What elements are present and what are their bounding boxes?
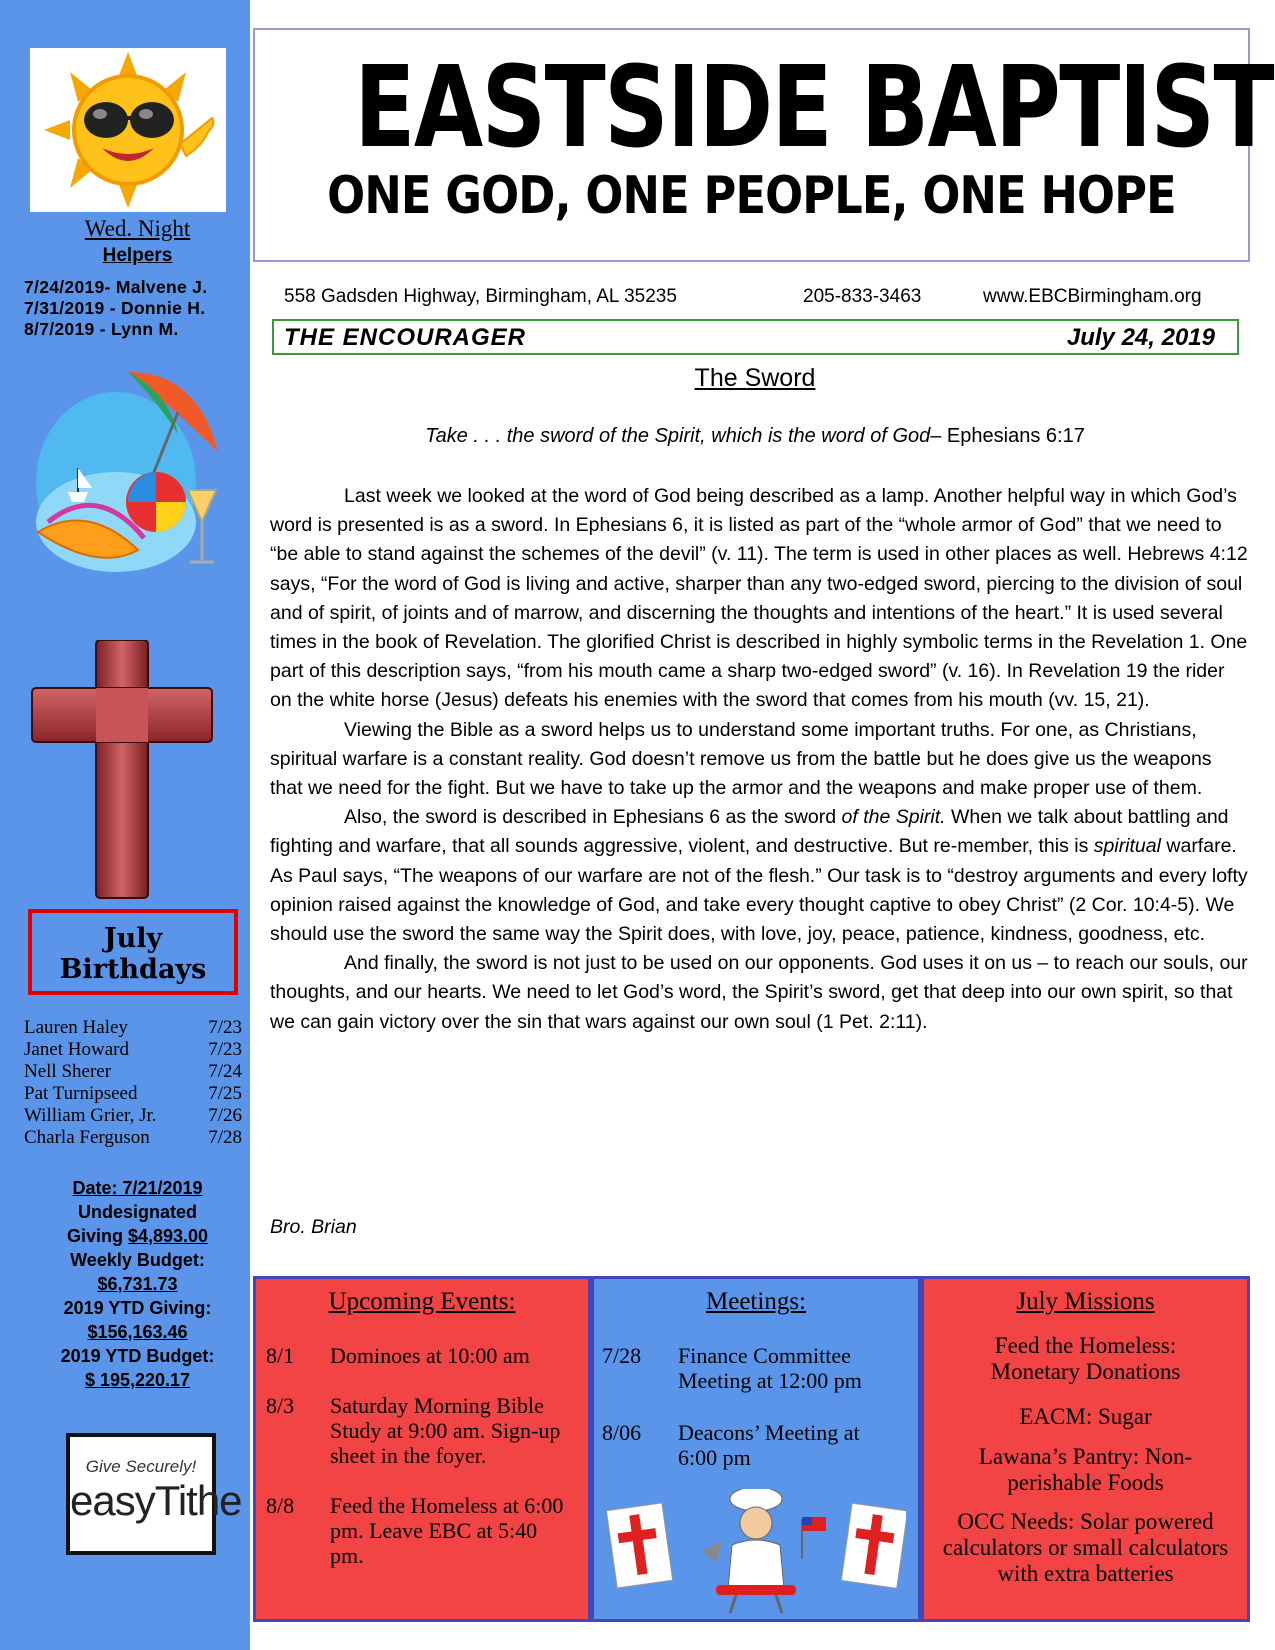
easytithe-logo[interactable] bbox=[66, 1433, 242, 1555]
birthday-row bbox=[24, 1105, 242, 1127]
birthday-row bbox=[24, 1061, 242, 1083]
helpers-title: Wed. Night bbox=[84, 216, 191, 241]
event-date: 8/8 bbox=[266, 1493, 295, 1518]
church-address: 558 Gadsden Highway, Birmingham, AL 35235 bbox=[284, 286, 677, 307]
missions-panel bbox=[921, 1276, 1250, 1622]
birthday-date: 7/25 bbox=[208, 1083, 242, 1104]
epigraph-quote: Take . . . the sword of the Spirit, which is the word of God bbox=[425, 425, 931, 447]
ytd-budget-value: $ 195,220.17 bbox=[84, 1370, 191, 1390]
finance-undesignated: Undesignated bbox=[77, 1202, 197, 1222]
event-date: 8/3 bbox=[266, 1393, 295, 1418]
epigraph-reference: – Ephesians 6:17 bbox=[930, 425, 1085, 447]
meetings-panel bbox=[591, 1276, 921, 1622]
article-paragraph: Last week we looked at the word of God being described as a lamp. Another helpful way in which God’s word is presented is as a sword. In Ephesians 6, it is listed as part of the “whole armor of God” that we need to “be able to stand against the schemes of the devil” (v. 11). The term is used in other places as well. Hebrews 4:12 says, “For the word of God is living and active, sharper than any two-edged sword, piercing to the division of soul and of spirit, of joints and of marrow, and discerning the thoughts and intentions of the heart.” It is used several times in the book of Revelation. The glorified Christ is described in highly symbolic terms in the Revelation 1. One part of this description says, “from his mouth came a sharp two-edged sword” (v. 16). In Revelation 19 the rider on the white horse (Jesus) defeats his enemies with the sword that comes from his mouth (vv. 15, 21). bbox=[270, 485, 1248, 712]
church-website[interactable]: www.EBCBirmingham.org bbox=[983, 286, 1202, 307]
giving-label: Giving bbox=[66, 1226, 128, 1246]
event-text: Feed the Homeless at 6:00 pm. Leave EBC at 5:40 pm. bbox=[330, 1493, 564, 1568]
give-securely-text: Give Securely! bbox=[85, 1457, 197, 1476]
mission-item: EACM: Sugar bbox=[1019, 1404, 1152, 1429]
birthday-date: 7/23 bbox=[208, 1039, 242, 1060]
event-date: 8/1 bbox=[266, 1343, 295, 1368]
birthday-date: 7/28 bbox=[208, 1127, 242, 1148]
mission-item: OCC Needs: Solar powered calculators or small calculators with extra batteries bbox=[942, 1509, 1229, 1586]
finance-date: Date: 7/21/2019 bbox=[72, 1178, 203, 1198]
helpers-subtitle: Helpers bbox=[102, 245, 173, 266]
article-paragraph: Viewing the Bible as a sword helps us to understand some important truths. For one, as Christians, spiritual warfare is a constant reality. God doesn’t remove us from the battle but he does give us the weapons that we need for the fight. But we have to take up the armor and the weapons and make proper use of them. bbox=[270, 718, 1212, 800]
meeting-date: 8/06 bbox=[602, 1420, 642, 1445]
birthday-row bbox=[24, 1017, 242, 1039]
church-name: EASTSIDE BAPTIST bbox=[354, 43, 1273, 173]
giving-value: $4,893.00 bbox=[127, 1226, 209, 1246]
article-title: The Sword bbox=[694, 364, 816, 392]
article-paragraph bbox=[270, 803, 1248, 949]
paragraph-emphasis: of the Spirit. bbox=[841, 806, 946, 829]
church-motto: ONE GOD, ONE PEOPLE, ONE HOPE bbox=[327, 166, 1176, 226]
newsletter-bar bbox=[272, 319, 1239, 355]
ytd-giving-value: $156,163.46 bbox=[87, 1322, 188, 1342]
birthday-date: 7/24 bbox=[208, 1061, 242, 1082]
article-body bbox=[270, 482, 1248, 1037]
upcoming-events-panel bbox=[253, 1276, 591, 1622]
beach-clipart-icon bbox=[28, 372, 238, 590]
event-text: Dominoes at 10:00 am bbox=[330, 1343, 530, 1368]
sidebar bbox=[0, 0, 250, 1650]
newsletter-name: THE ENCOURAGER bbox=[284, 324, 527, 351]
article-epigraph bbox=[270, 425, 1240, 448]
helper-entry: 7/24/2019- Malvene J. bbox=[24, 277, 208, 297]
meeting-text: Deacons’ Meeting at 6:00 pm bbox=[678, 1420, 860, 1470]
event-text: Saturday Morning Bible Study at 9:00 am. Sign-up sheet in the foyer. bbox=[330, 1393, 561, 1468]
finance-giving bbox=[0, 1226, 275, 1247]
mission-item: Feed the Homeless: Monetary Donations bbox=[990, 1333, 1181, 1384]
helper-entry: 8/7/2019 - Lynn M. bbox=[24, 319, 179, 339]
paragraph-emphasis: spiritual bbox=[1093, 835, 1161, 858]
newsletter-date: July 24, 2019 bbox=[1066, 324, 1215, 351]
paragraph-text: warfare. As Paul says, “The weapons of our warfare are not of the flesh.” Our task is to “destroy arguments and every lofty opinion raised against the knowledge of God, and take every thought captive to obey Christ” (2 Cor. 10:4-5). We should use the sword the same way the Spirit does, with love, joy, peace, patience, kindness, goodness, etc. bbox=[270, 835, 1248, 946]
budget-value: $6,731.73 bbox=[97, 1274, 178, 1294]
budget-label: Weekly Budget: bbox=[70, 1250, 205, 1270]
events-title: Upcoming Events: bbox=[328, 1288, 516, 1315]
cross-icon bbox=[30, 640, 215, 900]
birthday-name: Lauren Haley bbox=[24, 1017, 128, 1038]
masthead bbox=[253, 28, 1273, 262]
birthday-name: Nell Sherer bbox=[24, 1061, 112, 1082]
article-signature: Bro. Brian bbox=[270, 1216, 357, 1238]
meetings-title: Meetings: bbox=[706, 1288, 806, 1315]
birthday-row bbox=[24, 1083, 242, 1105]
church-phone: 205-833-3463 bbox=[803, 286, 922, 307]
birthday-name: William Grier, Jr. bbox=[24, 1105, 157, 1126]
mission-item: Lawana’s Pantry: Non-perishable Foods bbox=[978, 1444, 1193, 1495]
meeting-text: Finance Committee Meeting at 12:00 pm bbox=[678, 1343, 862, 1393]
birthdays-title-line2: Birthdays bbox=[59, 954, 207, 985]
helper-entry: 7/31/2019 - Donnie H. bbox=[24, 298, 206, 318]
birthday-date: 7/26 bbox=[208, 1105, 242, 1126]
birthday-name: Janet Howard bbox=[24, 1039, 129, 1060]
missions-title: July Missions bbox=[1016, 1288, 1155, 1315]
ytd-budget-label: 2019 YTD Budget: bbox=[60, 1346, 215, 1366]
meeting-date: 7/28 bbox=[602, 1343, 642, 1368]
paragraph-text: When we talk about battling and fighting and warfare, that all sounds aggressive, violent, and destructive. But re-member, this is bbox=[270, 806, 1229, 858]
easytithe-text: easyTithe bbox=[70, 1477, 242, 1524]
sun-icon bbox=[30, 48, 226, 212]
paragraph-text: Also, the sword is described in Ephesians 6 as the sword bbox=[344, 806, 842, 829]
chef-clipart-icon bbox=[606, 1489, 906, 1615]
ytd-giving-label: 2019 YTD Giving: bbox=[63, 1298, 212, 1318]
birthday-row bbox=[24, 1039, 242, 1061]
birthdays-title-line1: July bbox=[103, 923, 163, 954]
birthday-date: 7/23 bbox=[208, 1017, 242, 1038]
birthday-name: Pat Turnipseed bbox=[24, 1083, 138, 1104]
birthday-name: Charla Ferguson bbox=[24, 1127, 150, 1148]
article-paragraph: And finally, the sword is not just to be used on our opponents. God uses it on us – to reach our souls, our thoughts, and our hearts. We need to let God’s word, the Spirit’s sword, get that deep into our own spirit, so that we can gain victory over the sin that wars against our own soul (1 Pet. 2:11). bbox=[270, 952, 1248, 1033]
birthday-row bbox=[24, 1127, 242, 1149]
birthdays-title-box bbox=[28, 909, 238, 995]
